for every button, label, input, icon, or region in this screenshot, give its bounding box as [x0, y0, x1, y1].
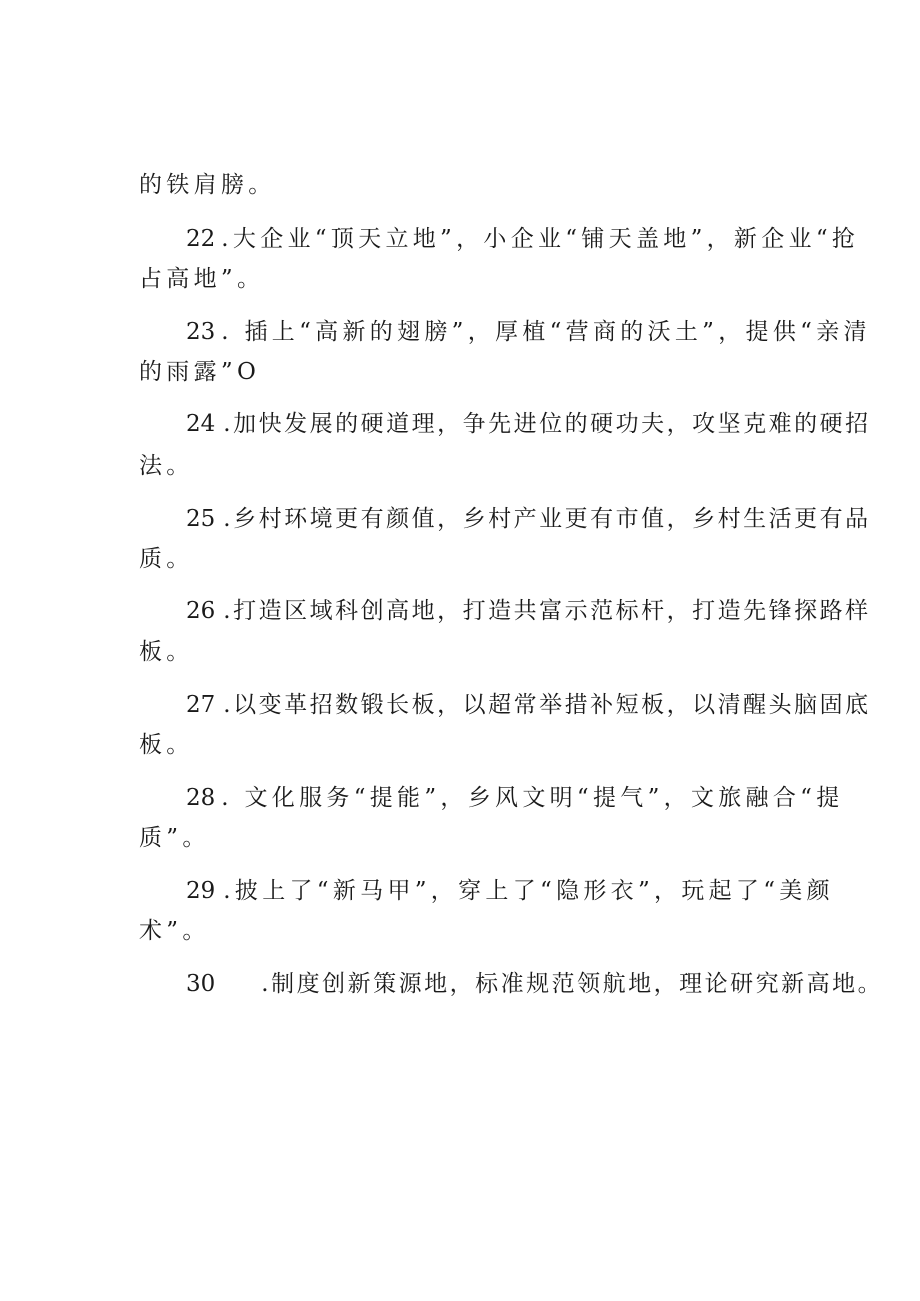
- list-item-28: [186, 783, 844, 813]
- item-number: 27: [186, 692, 216, 718]
- list-item-22-cont: 占高地”。: [139, 266, 265, 292]
- item-text: .加快发展的硬道理，争先进位的硬功夫，攻坚克难的硬招: [223, 411, 871, 437]
- item-text: .大企业“顶天立地”，小企业“铺天盖地”，新企业“抢: [221, 226, 860, 252]
- continuation-line: 的铁肩膀。: [139, 172, 276, 198]
- item-text: .乡村环境更有颜值，乡村产业更有市值，乡村生活更有品: [223, 506, 871, 532]
- item-number: 28: [186, 785, 216, 811]
- list-item-29-cont: 术”。: [139, 918, 210, 944]
- list-item-27: [186, 690, 871, 720]
- item-number: 29: [186, 878, 216, 904]
- list-item-26: [186, 596, 871, 626]
- item-text: .以变革招数锻长板，以超常举措补短板，以清醒头脑固底: [223, 692, 871, 718]
- item-number: 30: [186, 971, 216, 997]
- list-item-27-cont: 板。: [139, 732, 194, 758]
- item-number: 26: [186, 598, 216, 624]
- list-item-22: [186, 224, 860, 254]
- item-text: .打造区域科创高地，打造共富示范标杆，打造先锋探路样: [223, 598, 871, 624]
- list-item-25-cont: 质。: [139, 546, 194, 572]
- item-text: . 文化服务“提能”，乡风文明“提气”，文旅融合“提: [221, 785, 844, 811]
- list-item-29: [186, 876, 834, 906]
- list-item-24-cont: 法。: [139, 453, 194, 479]
- item-number: 22: [186, 226, 216, 252]
- item-number: 23: [186, 319, 216, 345]
- list-item-26-cont: 板。: [139, 639, 194, 665]
- list-item-24: [186, 409, 871, 439]
- list-item-25: [186, 504, 871, 534]
- list-item-23-cont: 的雨露”O: [139, 359, 261, 385]
- list-item-23: [186, 317, 871, 347]
- item-number: 24: [186, 411, 216, 437]
- item-text: .制度创新策源地，标准规范领航地，理论研究新高地。: [261, 971, 884, 997]
- item-text: . 插上“高新的翅膀”，厚植“营商的沃土”，提供“亲清: [221, 319, 871, 345]
- list-item-28-cont: 质”。: [139, 825, 210, 851]
- item-number: 25: [186, 506, 216, 532]
- list-item-30: [186, 969, 884, 999]
- item-text: .披上了“新马甲”，穿上了“隐形衣”，玩起了“美颜: [223, 878, 834, 904]
